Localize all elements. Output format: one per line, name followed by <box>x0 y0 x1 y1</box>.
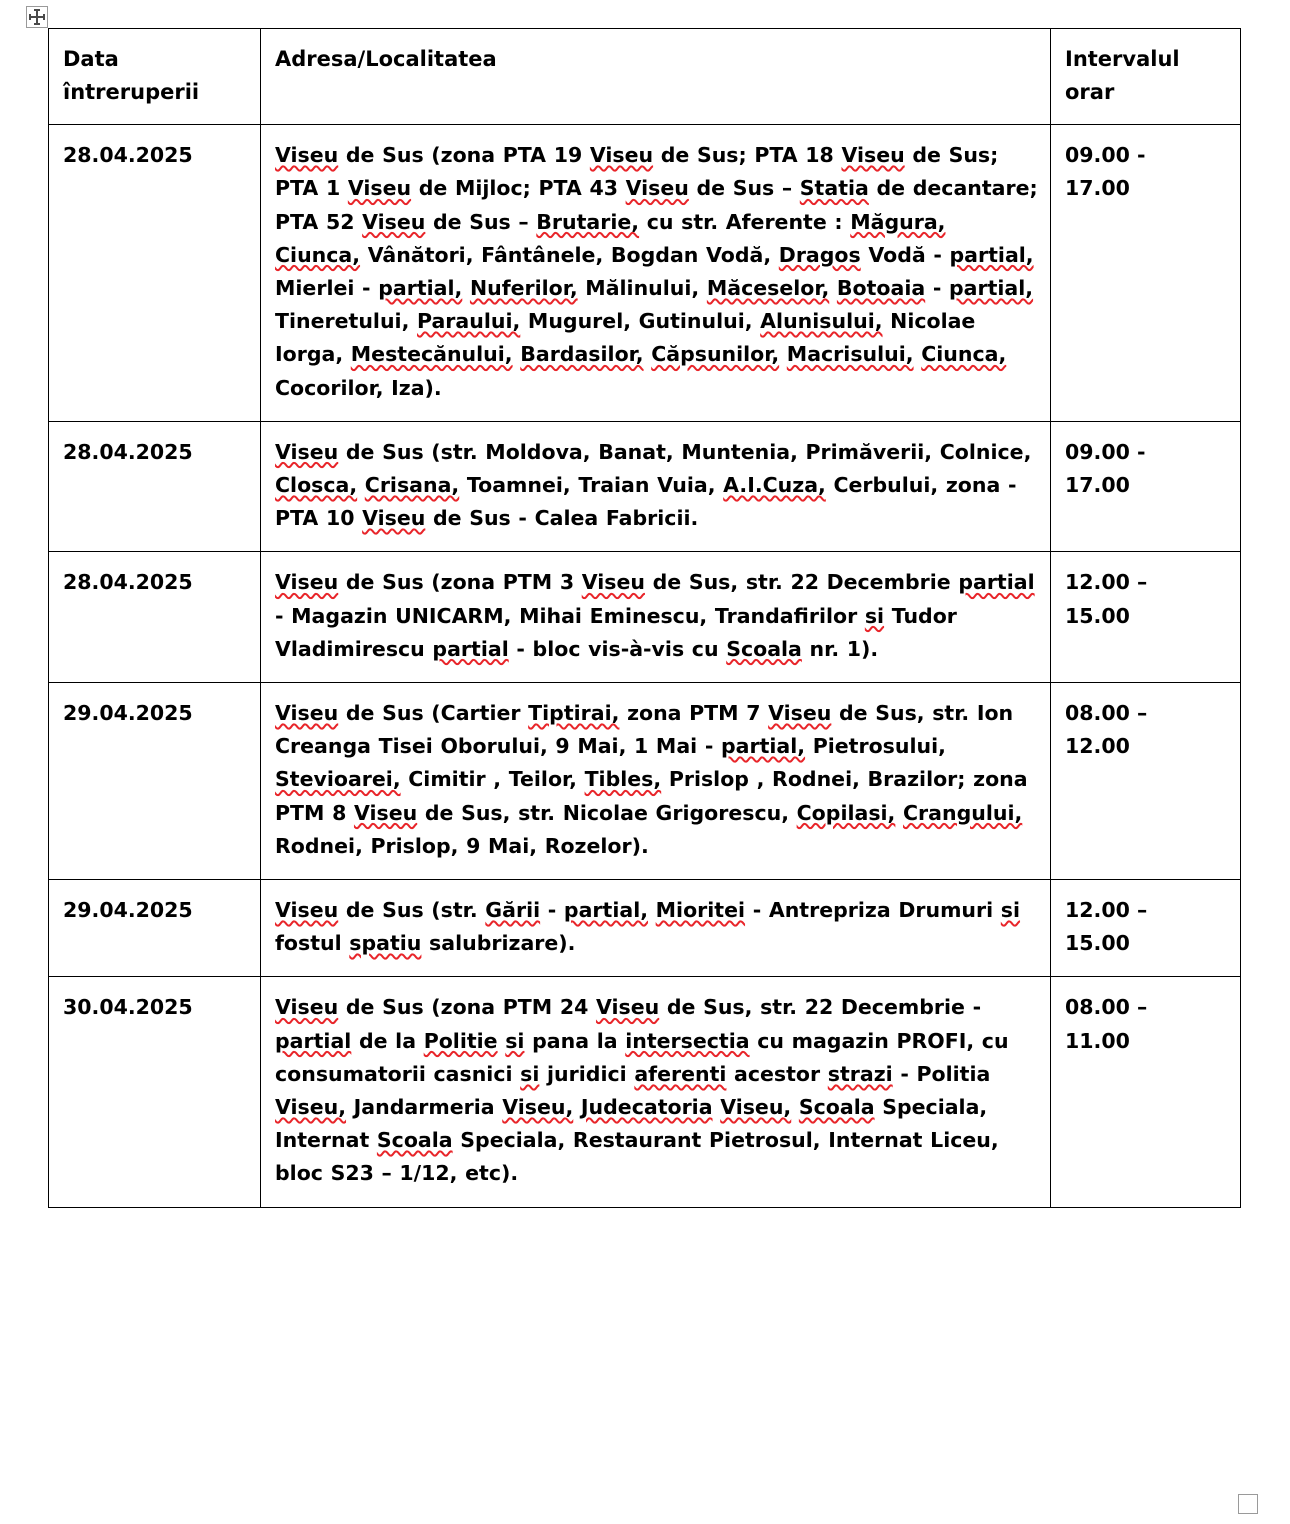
header-address-label: Adresa/Localitatea <box>275 47 497 71</box>
spellcheck-word: Viseu <box>275 439 339 464</box>
spellcheck-word: Tiptirai, <box>528 700 620 725</box>
interval-line2: 11.00 <box>1065 1028 1130 1053</box>
spellcheck-word: Viseu <box>275 143 339 168</box>
spellcheck-word: intersectia <box>625 1028 750 1053</box>
move-handle-cap-bottom <box>34 23 40 25</box>
spellcheck-word: spatiu <box>349 931 422 956</box>
spellcheck-word: Closca, <box>275 472 358 497</box>
spellcheck-word: Scoala <box>726 636 802 661</box>
spellcheck-word: Viseu <box>275 897 339 922</box>
move-handle-cap-right <box>43 14 45 20</box>
spellcheck-word: si <box>864 603 885 628</box>
spellcheck-word: Viseu, <box>502 1094 574 1119</box>
spellcheck-word: Judecatoria <box>580 1094 713 1119</box>
spellcheck-word: Macrisului, <box>786 342 914 367</box>
spellcheck-word: Viseu <box>768 700 832 725</box>
cell-interval <box>1051 879 1241 976</box>
interval-line2: 17.00 <box>1065 472 1130 497</box>
table-row <box>49 879 1241 976</box>
cell-address: Viseu de Sus (Cartier Tiptirai, zona PTM 7 Viseu de Sus, str. Ion Creanga Tisei Oborului, 9 Mai, 1 Mai - partial, Pietrosului, Stevioarei, Cimitir , Teilor, Tibles, Prislop , Rodnei, Brazilor; zona PTM 8 Viseu de Sus, str. Nicolae Grigorescu, Copilasi, Crangului, Rodnei, Prislop, 9 Mai, Rozelor). <box>261 682 1051 879</box>
spellcheck-word: Crisana, <box>364 472 460 497</box>
spellcheck-word: Copilasi, <box>796 800 896 825</box>
spellcheck-word: Viseu <box>362 209 426 234</box>
spellcheck-word: Politie <box>423 1028 498 1053</box>
spellcheck-word: Viseu <box>275 700 339 725</box>
interval-line2: 12.00 <box>1065 734 1130 759</box>
table-resize-handle[interactable] <box>1238 1494 1258 1514</box>
spellcheck-word: strazi <box>827 1061 893 1086</box>
move-handle-cap-top <box>34 9 40 11</box>
spellcheck-word: Viseu <box>595 995 660 1020</box>
spellcheck-word: partial <box>275 1028 352 1053</box>
interval-line1: 09.00 - <box>1065 439 1146 464</box>
power-outage-table <box>48 28 1241 1208</box>
spellcheck-word: Ciunca, <box>275 242 361 267</box>
spellcheck-word: Tibles, <box>584 767 662 792</box>
header-interval-line2: orar <box>1065 79 1115 104</box>
cell-interval <box>1051 682 1241 879</box>
header-cell-interval <box>1051 29 1241 125</box>
spellcheck-word: Scoala <box>798 1094 875 1119</box>
spellcheck-word: Dragos <box>778 242 861 267</box>
cell-date: 28.04.2025 <box>49 421 261 552</box>
cell-interval <box>1051 977 1241 1207</box>
table-move-handle-icon[interactable] <box>26 6 48 28</box>
table-row <box>49 552 1241 683</box>
spellcheck-word: Statia <box>799 176 869 201</box>
spellcheck-word: Măceselor, <box>706 275 830 300</box>
spellcheck-word: partial <box>958 570 1035 595</box>
spellcheck-word: Alunisului, <box>760 309 883 334</box>
interval-line2: 15.00 <box>1065 931 1130 956</box>
cell-date: 30.04.2025 <box>49 977 261 1207</box>
spellcheck-word: partial, <box>720 734 806 759</box>
spellcheck-word: Viseu, <box>275 1094 347 1119</box>
spellcheck-word: partial, <box>563 897 649 922</box>
interval-line1: 08.00 – <box>1065 995 1148 1020</box>
cell-date: 29.04.2025 <box>49 682 261 879</box>
spellcheck-word: partial <box>432 636 509 661</box>
spellcheck-word: Viseu <box>362 506 426 531</box>
spellcheck-word: Ciunca, <box>921 342 1007 367</box>
spellcheck-word: Viseu <box>841 143 905 168</box>
spellcheck-word: Stevioarei, <box>275 767 401 792</box>
spellcheck-word: Bardasilor, <box>520 342 644 367</box>
table-row <box>49 125 1241 422</box>
cell-interval <box>1051 421 1241 552</box>
cell-address: Viseu de Sus (zona PTA 19 Viseu de Sus; PTA 18 Viseu de Sus; PTA 1 Viseu de Mijloc; PTA 43 Viseu de Sus – Statia de decantare; PTA 52 Viseu de Sus – Brutarie, cu str. Aferente : Măgura, Ciunca, Vânători, Fântânele, Bogdan Vodă, Dragos Vodă - partial, Mierlei - partial, Nuferilor, Mălinului, Măceselor, Botoaia - partial, Tineretului, Paraului, Mugurel, Gutinului, Alunisului, Nicolae Iorga, Mestecănului, Bardasilor, Căpsunilor, Macrisului, Ciunca, Cocorilor, Iza). <box>261 125 1051 422</box>
interval-line1: 12.00 – <box>1065 897 1148 922</box>
spellcheck-word: Mestecănului, <box>350 342 513 367</box>
cell-date: 28.04.2025 <box>49 552 261 683</box>
header-cell-date <box>49 29 261 125</box>
interval-line1: 09.00 - <box>1065 143 1146 168</box>
spellcheck-word: Viseu <box>347 176 412 201</box>
spellcheck-word: Nuferilor, <box>469 275 578 300</box>
cell-interval <box>1051 125 1241 422</box>
spellcheck-word: Paraului, <box>417 309 521 334</box>
move-handle-cap-left <box>29 14 31 20</box>
cell-address: Viseu de Sus (zona PTM 3 Viseu de Sus, str. 22 Decembrie partial - Magazin UNICARM, Mihai Eminescu, Trandafirilor si Tudor Vladimirescu partial - bloc vis-à-vis cu Scoala nr. 1). <box>261 552 1051 683</box>
spellcheck-word: A.I.Cuza, <box>723 472 826 497</box>
spellcheck-word: Viseu, <box>720 1094 792 1119</box>
spellcheck-word: aferenti <box>634 1061 727 1086</box>
spellcheck-word: partial, <box>948 275 1034 300</box>
spellcheck-word: partial, <box>949 242 1034 267</box>
spellcheck-word: Botoaia <box>836 275 926 300</box>
cell-address: Viseu de Sus (str. Moldova, Banat, Muntenia, Primăverii, Colnice, Closca, Crisana, Toamnei, Traian Vuia, A.I.Cuza, Cerbului, zona - PTA 10 Viseu de Sus - Calea Fabricii. <box>261 421 1051 552</box>
cell-address: Viseu de Sus (zona PTM 24 Viseu de Sus, str. 22 Decembrie - partial de la Politie si pana la intersectia cu magazin PROFI, cu consumatorii casnici si juridici aferenti acestor strazi - Politia Viseu, Jandarmeria Viseu, Judecatoria Viseu, Scoala Speciala, Internat Scoala Speciala, Restaurant Pietrosul, Internat Liceu, bloc S23 – 1/12, etc). <box>261 977 1051 1207</box>
header-interval-line1: Intervalul <box>1065 47 1180 71</box>
table-row <box>49 977 1241 1207</box>
table-header-row <box>49 29 1241 125</box>
table-row <box>49 682 1241 879</box>
interval-line1: 08.00 – <box>1065 700 1148 725</box>
cell-address: Viseu de Sus (str. Gării - partial, Mioritei - Antrepriza Drumuri si fostul spatiu salubrizare). <box>261 879 1051 976</box>
cell-date: 28.04.2025 <box>49 125 261 422</box>
spellcheck-word: partial, <box>378 275 463 300</box>
spellcheck-word: Mioritei <box>655 897 746 922</box>
spellcheck-word: Căpsunilor, <box>651 342 780 367</box>
cell-interval <box>1051 552 1241 683</box>
spellcheck-word: Măgura, <box>850 209 946 234</box>
spellcheck-word: Gării <box>485 897 541 922</box>
spellcheck-word: si <box>505 1028 525 1053</box>
spellcheck-word: Brutarie, <box>536 209 640 234</box>
spellcheck-word: Crangului, <box>903 800 1023 825</box>
spellcheck-word: Viseu <box>589 143 654 168</box>
header-cell-address <box>261 29 1051 125</box>
interval-line2: 17.00 <box>1065 176 1130 201</box>
spellcheck-word: Viseu <box>581 570 645 595</box>
table-row <box>49 421 1241 552</box>
header-date-line2: întreruperii <box>63 79 200 104</box>
cell-date: 29.04.2025 <box>49 879 261 976</box>
spellcheck-word: Viseu <box>275 570 339 595</box>
spellcheck-word: si <box>1000 897 1021 922</box>
interval-line1: 12.00 – <box>1065 570 1148 595</box>
header-date-line1: Data <box>63 47 119 71</box>
interval-line2: 15.00 <box>1065 603 1130 628</box>
spellcheck-word: Scoala <box>376 1128 453 1153</box>
spellcheck-word: Viseu <box>275 995 339 1020</box>
spellcheck-word: Viseu <box>625 176 689 201</box>
spellcheck-word: Viseu <box>353 800 418 825</box>
spellcheck-word: si <box>520 1061 540 1086</box>
